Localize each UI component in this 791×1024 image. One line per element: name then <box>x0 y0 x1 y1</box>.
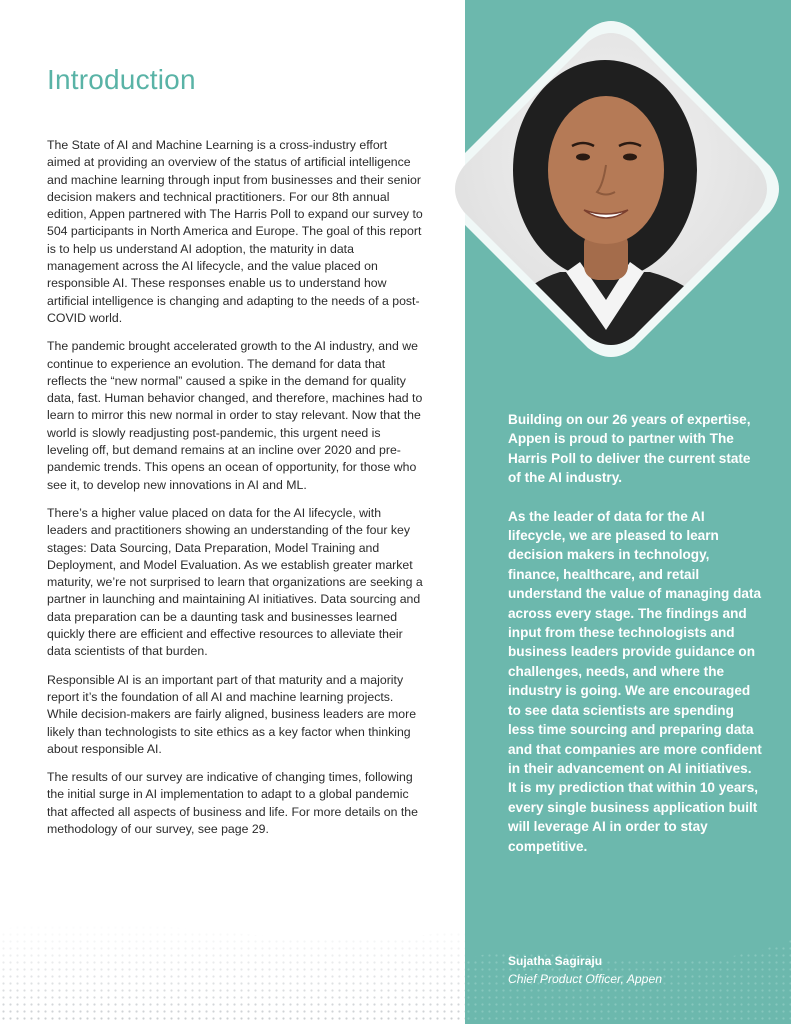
intro-paragraph: Responsible AI is an important part of that maturity and a majority report it’s the foundation of all AI and machine learning projects. While decision-makers are fairly aligned, business leaders are more likely than technologists to site ethics as a key factor when thinking about responsible AI. <box>47 672 417 756</box>
intro-paragraph: The pandemic brought accelerated growth to the AI industry, and we continue to experience an evolution. The demand for data that reflects the “new normal” caused a spike in the demand for quality data, fast. Human behavior changed, and therefore, machines had to learn to mirror this new normal in order to stay relevant. Now that the world is slowly readjusting post-pandemic, this urgent need is leveling off, but demand remains at an incline over 2020 and pre-pandemic trends. This opens an ocean of opportunity, for those who see it, to develop new innovations in AI and ML. <box>47 339 423 492</box>
page-title: Introduction <box>47 64 196 95</box>
intro-paragraph: There’s a higher value placed on data for the AI lifecycle, with leaders and practitioners showing an understanding of the four key stages: Data Sourcing, Data Preparation, Model Training and Deployment, and Model Evaluation. As we establish greater market maturity, we’re not surprised to learn that organizations are seeking a partner in launching and maintaining AI initiatives. Data sourcing and data preparation can be a daunting task and businesses learned quickly there are efficient and effective resources to alleviate their data scientists of that burden. <box>47 505 423 659</box>
author-title: Chief Product Officer, Appen <box>508 972 663 986</box>
author-name: Sujatha Sagiraju <box>508 954 603 968</box>
quote-paragraph: As the leader of data for the AI lifecycle, we are pleased to learn decision makers in technology, finance, healthcare, and retail understand the value of managing data across every stage. The findings and input from these technologists and business leaders provide guidance on challenges, needs, and where the industry is going. We are encouraged to see data scientists are spending less time sourcing and preparing data and that companies are more confident in their advancement on AI initiatives. It is my prediction that within 10 years, every single business application built will leverage AI in order to stay competitive. <box>508 508 762 854</box>
executive-quote <box>508 410 763 875</box>
intro-paragraph: The results of our survey are indicative of changing times, following the initial surge in AI implementation to adapt to a global pandemic that affected all aspects of business and life. For more details on the methodology of our survey, see page 29. <box>47 770 418 836</box>
intro-body <box>47 137 423 849</box>
quote-paragraph: Building on our 26 years of expertise, Appen is proud to partner with The Harris Poll to deliver the current state of the AI industry. <box>508 412 751 486</box>
intro-paragraph: The State of AI and Machine Learning is a cross-industry effort aimed at providing an overview of the status of artificial intelligence and machine learning through input from businesses and their senior decision makers and technical practitioners. For our 8th annual edition, Appen partnered with The Harris Poll to expand our survey to 504 participants in North America and Europe. The goal of this report is to help us understand AI adoption, the maturity in data management across the AI lifecycle, and the value placed on responsible AI. These responses enable us to understand how artificial intelligence is changing and adapting to the needs of a post-COVID world. <box>47 138 423 325</box>
